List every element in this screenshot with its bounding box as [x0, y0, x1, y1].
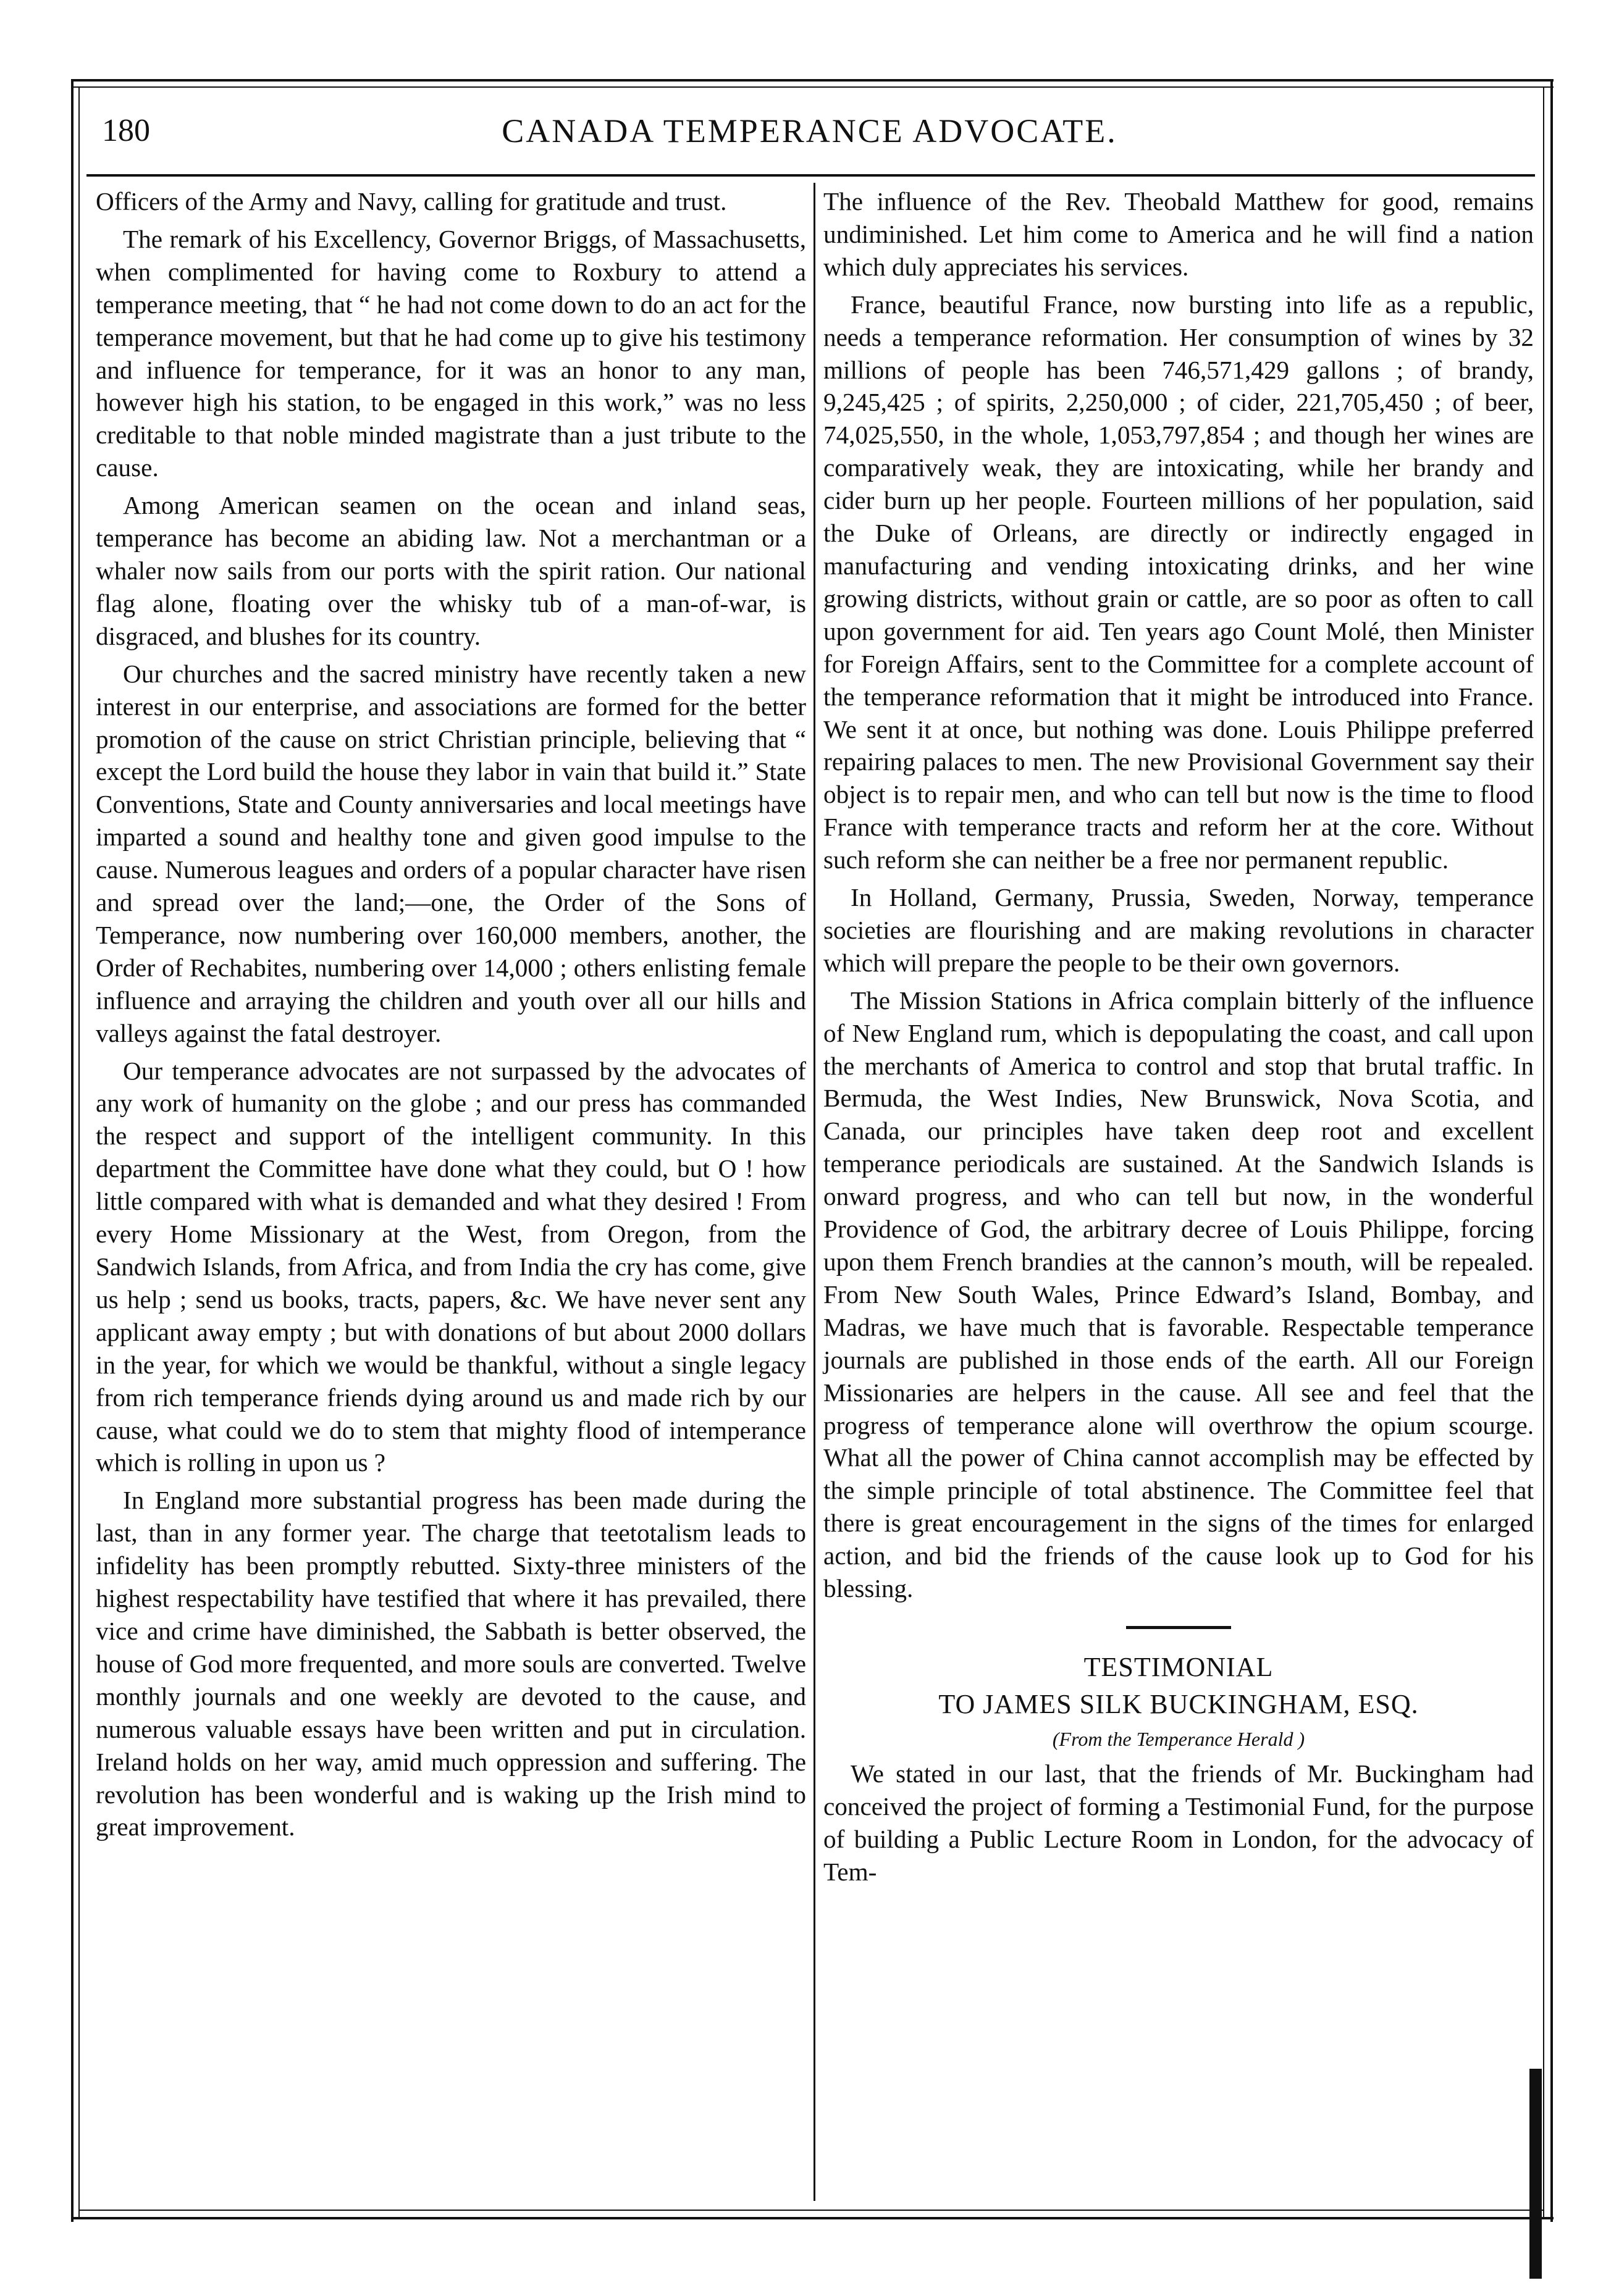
testimonial-source: (From the Temperance Herald ) [1052, 1727, 1305, 1750]
left-border-rule [71, 79, 74, 2222]
paragraph: Our temperance advocates are not surpassed by the advocates of any work of humanity on the globe ; and our press has commanded the respect and support of the intelligent community. In this department the Committee have done what they could, but O ! how little compared with what is demanded and what they desired ! From every Home Missionary at the West, from Oregon, from the Sandwich Islands, from Africa, and from India the cry has come, give us help ; send us books, tracts, papers, &c. We have never sent any applicant away empty ; but with donations of but about 2000 dollars in the year, for which we would be thankful, without a single legacy from rich temperance friends dying around us and made rich by our cause, what could we do to stem that mighty flood of intemperance which is rolling in upon us ? [96, 1056, 806, 1477]
paragraph: Officers of the Army and Navy, calling for gratitude and trust. [96, 187, 727, 216]
paragraph: The Mission Stations in Africa complain bitterly of the influence of New England rum, which is depopulating the coast, and call upon the merchants of America to control and stop that brutal traffic. In Bermuda, the West Indies, New Brunswick, Nova Scotia, and Canada, our principles have taken deep root and excellent temperance periodicals are sustained. At the Sandwich Islands is onward progress, and who can tell but now, in the wonderful Providence of God, the arbitrary decree of Louis Philippe, forcing upon them French brandies at the cannon’s mouth, will be repealed. From New South Wales, Prince Edward’s Island, Bombay, and Madras, we have much that is favorable. Respectable temperance journals are published in those ends of the earth. All our Foreign Missionaries are helpers in the cause. All see and feel that the progress of temperance alone will overthrow the opium scourge. What all the power of China cannot accomplish may be effected by the simple principle of total abstinence. The Committee feel that there is great encouragement in the signs of the times for enlarged action, and bid the friends of the cause look up to God for his blessing. [823, 986, 1534, 1603]
column-divider [814, 183, 815, 2201]
left-border-rule-inner [78, 86, 80, 2217]
testimonial-heading: TESTIMONIAL [1083, 1651, 1274, 1682]
paragraph: France, beautiful France, now bursting into life as a republic, needs a temperance reformation. Her consumption of wines by 32 millions of people has been 746,571,429 gallons ; of brandy, 9,245,425 ; of spirits, 2,250,000 ; of cider, 221,705,450 ; of beer, 74,025,550, in the whole, 1,053,797,854 ; and though her wines are comparatively weak, they are intoxicating, while her brandy and cider burn up her people. Fourteen millions of her population, said the Duke of Orleans, are directly or indirectly engaged in manufacturing and vending intoxicating drinks, and her wine growing districts, without grain or cattle, are so poor as often to call upon government for aid. Ten years ago Count Molé, then Minister for Foreign Affairs, sent to the Committee for a complete account of the temperance reformation that it might be introduced into France. We sent it at once, but nothing was done. Louis Philippe preferred repairing palaces to men. The new Provisional Government say their object is to repair men, and who can tell but now is the time to flood France with temperance tracts and reform her at the core. Without such reform she can neither be a free nor permanent republic. [823, 290, 1534, 874]
testimonial-subheading: TO JAMES SILK BUCKINGHAM, ESQ. [938, 1688, 1419, 1719]
bottom-border-rule-inner [78, 2210, 1544, 2211]
paragraph: Our churches and the sacred ministry have recently taken a new interest in our enterprise, and associations are formed for the better promotion of the cause on strict Christian principle, believing that “ except the Lord build the house they labor in vain that build it.” State Conventions, State and County anniversaries and local meetings have imparted a sound and healthy tone and given good impulse to the cause. Numerous leagues and orders of a popular character have risen and spread over the land;—one, the Order of the Sons of Temperance, now numbering over 160,000 members, another, the Order of Rechabites, numbering over 14,000 ; others enlisting female influence and arraying the children and youth over all our hills and valleys against the fatal destroyer. [96, 659, 806, 1047]
paragraph: Among American seamen on the ocean and inland seas, temperance has become an abiding law. Not a merchantman or a whaler now sails from our ports with the spirit ration. Our national flag alone, floating over the whisky tub of a man-of-war, is disgraced, and blushes for its country. [96, 491, 806, 650]
header-underline [86, 174, 1535, 177]
page-edge-shadow [1529, 2069, 1542, 2279]
right-column [823, 185, 1534, 1893]
publication-title: CANADA TEMPERANCE ADVOCATE. [502, 112, 1117, 149]
section-separator [1126, 1626, 1231, 1629]
left-column [96, 185, 806, 1848]
bottom-border-rule [71, 2217, 1554, 2219]
top-border-rule-inner [71, 86, 1554, 88]
testimonial-body: We stated in our last, that the friends of Mr. Buckingham had conceived the project of forming a Testimonial Fund, for the purpose of building a Public Lecture Room in London, for the advocacy of Tem- [823, 1759, 1534, 1886]
paragraph: The remark of his Excellency, Governor Briggs, of Massachusetts, when complimented for having come to Roxbury to attend a temperance meeting, that “ he had not come down to do an act for the temperance movement, but that he had come up to give his testimony and influence for temperance, for it was an honor to any man, however high his station, to be engaged in this work,” was no less creditable to that noble minded magistrate than a just tribute to the cause. [96, 224, 806, 482]
paragraph: In England more substantial progress has been made during the last, than in any former year. The charge that teetotalism leads to infidelity has been promptly rebutted. Sixty-three ministers of the highest respectability have testified that where it has prevailed, there vice and crime have diminished, the Sabbath is better observed, the house of God more frequented, and more souls are converted. Twelve monthly journals and one weekly are devoted to the cause, and numerous valuable essays have been written and put in circulation. Ireland holds on her way, amid much oppression and suffering. The revolution has been wonderful and is waking up the Irish mind to great improvement. [96, 1486, 806, 1841]
top-border-rule [71, 79, 1554, 82]
paragraph: The influence of the Rev. Theobald Matthew for good, remains undiminished. Let him come to America and he will find a nation which duly appreciates his services. [823, 187, 1534, 281]
paragraph: In Holland, Germany, Prussia, Sweden, Norway, temperance societies are flourishing and are making revolutions in character which will prepare the people to be their own governors. [823, 883, 1534, 977]
page-number: 180 [102, 113, 150, 148]
right-border-rule-inner [1543, 86, 1544, 2217]
right-border-rule [1550, 79, 1553, 2222]
